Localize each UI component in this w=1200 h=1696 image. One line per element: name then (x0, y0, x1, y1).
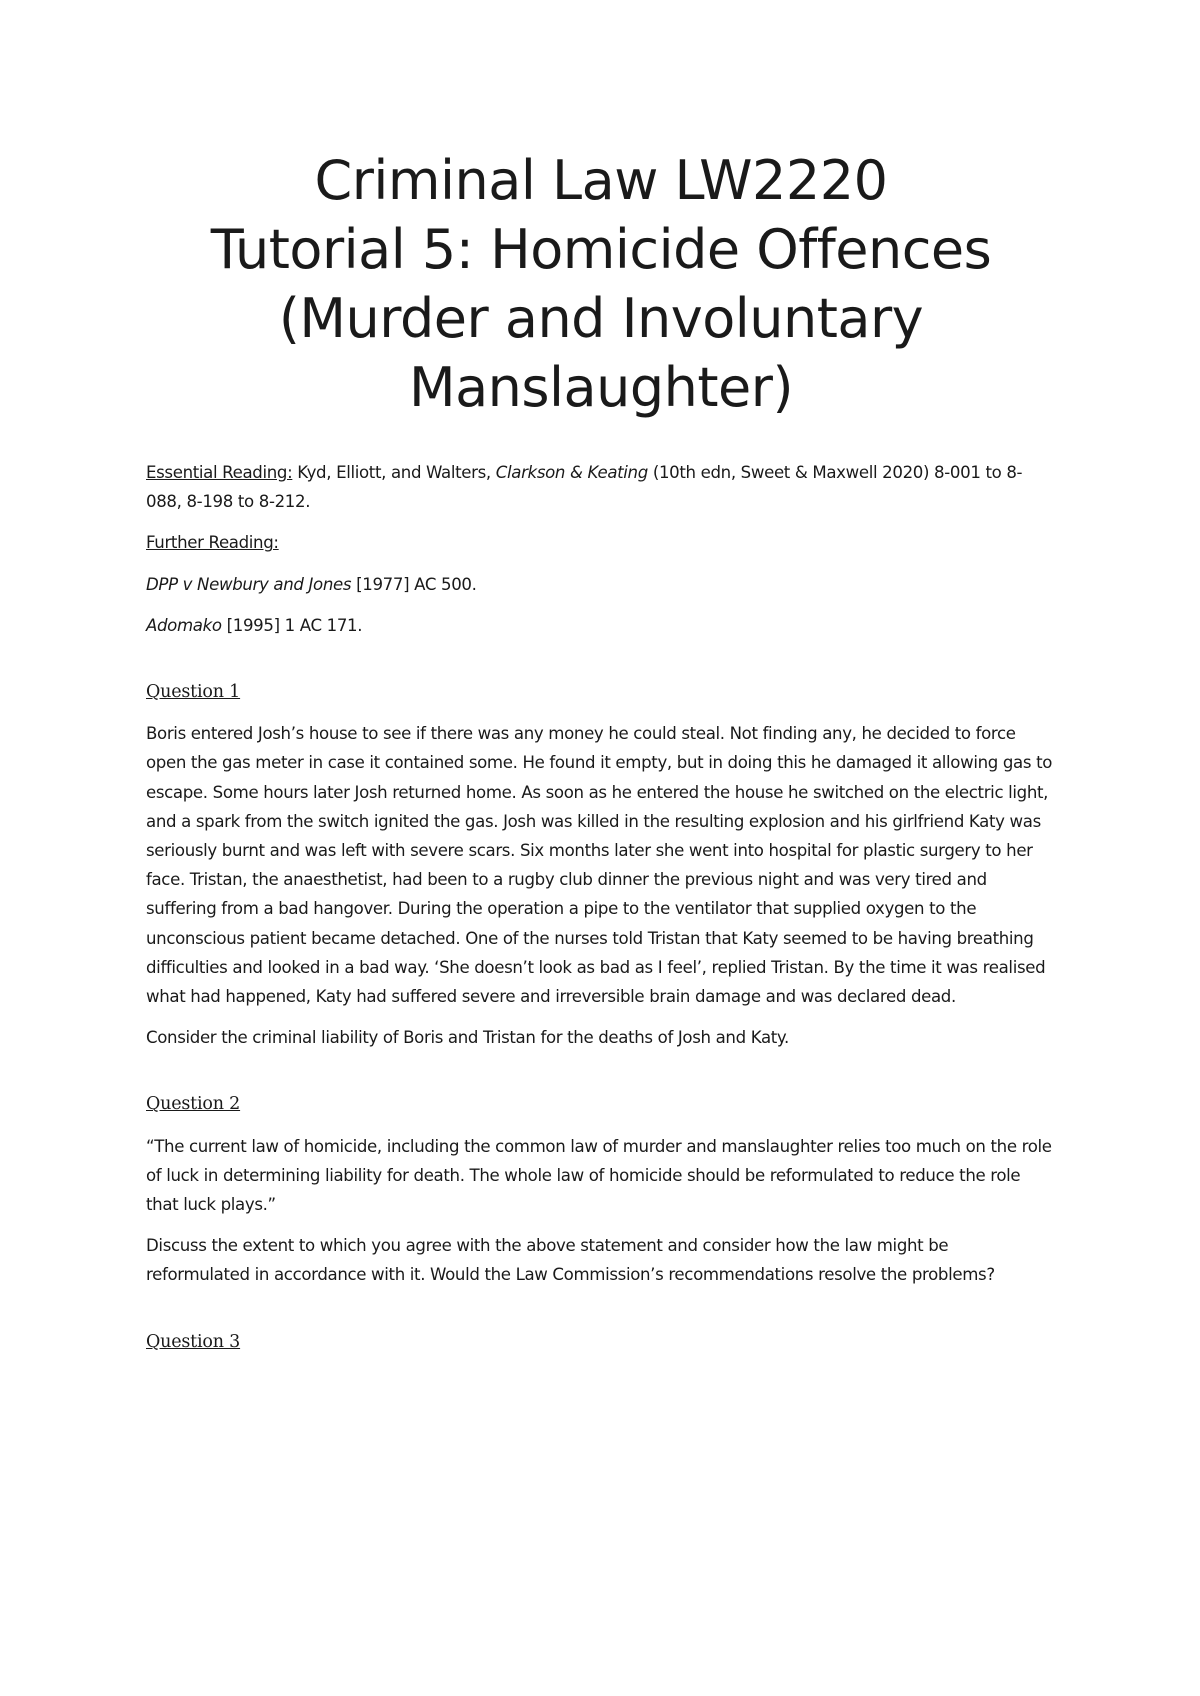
question-1-scenario: Boris entered Josh’s house to see if there was any money he could steal. Not finding any, he decided to force open the gas meter in case it contained some. He found it empty, but in doing this he damaged it allowing gas to escape. Some hours later Josh returned home. As soon as he entered the house he switched on the electric light, and a spark from the switch ignited the gas. Josh was killed in the resulting explosion and his girlfriend Katy was seriously burnt and was left with severe scars. Six months later she went into hospital for plastic surgery to her face. Tristan, the anaesthetist, had been to a rugby club dinner the previous night and was very tired and suffering from a bad hangover. During the operation a pipe to the ventilator that supplied oxygen to the unconscious patient became detached. One of the nurses told Tristan that Katy seemed to be having breathing difficulties and looked in a bad way. ‘She doesn’t look as bad as I feel’, replied Tristan. By the time it was realised what had happened, Katy had suffered severe and irreversible brain damage and was declared dead. (146, 724, 1053, 1007)
case-name: Adomako (146, 615, 222, 635)
essential-reading-label: Essential Reading: (146, 463, 293, 482)
question-2-heading: Question 2 (146, 1094, 241, 1115)
document-page (146, 0, 1056, 1696)
further-reading-label (146, 528, 1056, 557)
case-name: DPP v Newbury and Jones (146, 574, 352, 594)
essential-reading-book: Clarkson & Keating (495, 463, 648, 482)
question-3-heading: Question 3 (146, 1331, 241, 1352)
question-2-task: Discuss the extent to which you agree with the above statement and consider how the law might be reformulated in accordance with it. Would the Law Commission’s recommendations resolve the problems? (146, 1236, 995, 1285)
document-body (146, 458, 1056, 1369)
case-citation: [1995] 1 AC 171. (221, 615, 363, 635)
question-1-heading: Question 1 (146, 682, 241, 703)
case-citation: [1977] AC 500. (351, 574, 477, 594)
essential-reading (146, 458, 1056, 516)
question-2-quote: “The current law of homicide, including the common law of murder and manslaughter relies too much on the role of luck in determining liability for death. The whole law of homicide should be reformulated to reduce the role that luck plays.” (146, 1136, 1052, 1215)
title-line-topic-end: Manslaughter) (408, 356, 794, 419)
further-reading-heading: Further Reading: (146, 533, 279, 553)
essential-reading-details: (10th edn, Sweet & Maxwell 2020) 8-001 to 8-088, 8-198 to 8-212. (146, 463, 1023, 512)
further-reading-item (146, 611, 1056, 640)
question-1-task: Consider the criminal liability of Boris and Tristan for the deaths of Josh and Katy. (146, 1028, 789, 1048)
title-line-tutorial: Tutorial 5: Homicide Offences (210, 218, 992, 281)
further-reading-item (146, 570, 1056, 599)
title-line-course: Criminal Law LW2220 (314, 149, 888, 212)
essential-reading-authors: Kyd, Elliott, and Walters, (292, 463, 496, 482)
title-line-topic: (Murder and Involuntary (278, 287, 924, 350)
document-title (136, 146, 1066, 422)
